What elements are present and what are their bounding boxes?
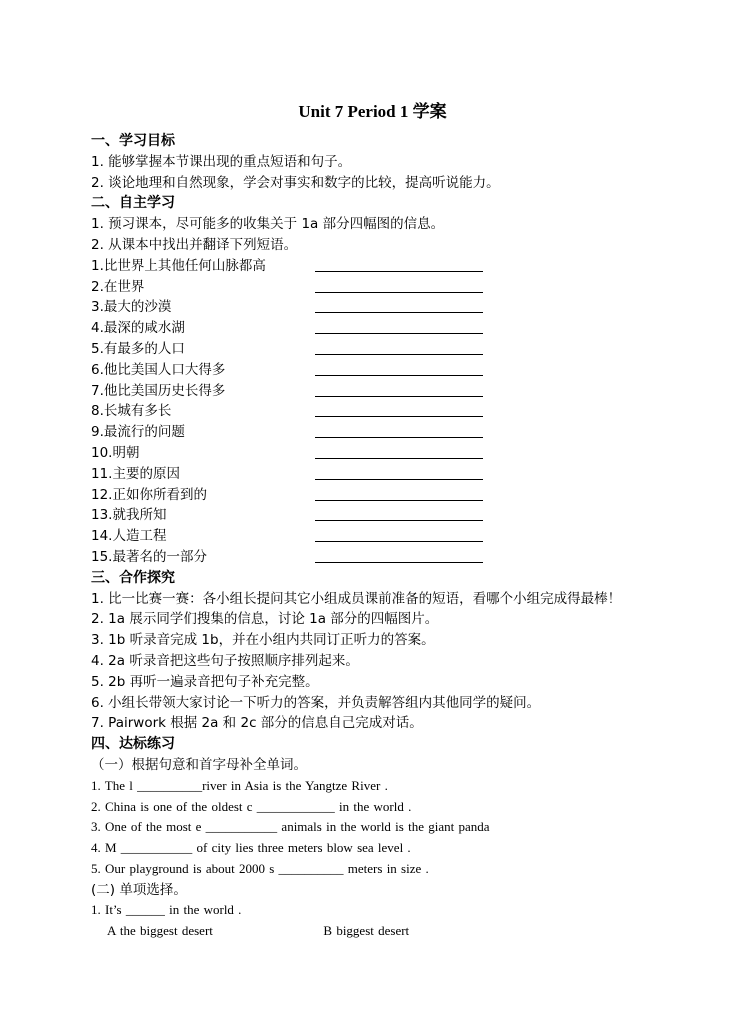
cooperation-item-5: 5. 2b 再听一遍录音把句子补充完整。	[91, 673, 319, 690]
phrase-label: 2.在世界	[91, 278, 145, 295]
phrase-row-8	[91, 401, 691, 422]
phrase-label: 13.就我所知	[91, 507, 167, 524]
phrase-label: 10.明朝	[91, 444, 140, 461]
phrase-row-11	[91, 464, 691, 485]
phrase-row-3	[91, 297, 691, 318]
phrase-label: 1.比世界上其他任何山脉都高	[91, 257, 266, 274]
cooperation-item-4: 4. 2a 听录音把这些句子按照顺序排列起来。	[91, 652, 359, 669]
phrase-row-6	[91, 360, 691, 381]
practice-part2-heading: (二) 单项选择。	[91, 881, 187, 898]
fill-word-item-1: 1. The l __________river in Asia is the Yangtze River .	[91, 777, 388, 793]
cooperation-item-2: 2. 1a 展示同学们搜集的信息，讨论 1a 部分的四幅图片。	[91, 611, 439, 628]
phrase-label: 7.他比美国历史长得多	[91, 382, 226, 399]
answer-blank	[315, 458, 483, 459]
answer-blank	[315, 271, 483, 272]
choice-options-1: A the biggest desert B biggest desert	[107, 923, 410, 939]
phrase-label: 6.他比美国人口大得多	[91, 361, 226, 378]
phrase-label: 14.人造工程	[91, 528, 167, 545]
phrase-row-2	[91, 277, 691, 298]
goal-item-1: 1. 能够掌握本节课出现的重点短语和句子。	[91, 153, 352, 170]
goal-item-2: 2. 谈论地理和自然现象，学会对事实和数字的比较，提高听说能力。	[91, 174, 500, 191]
phrase-label: 8.长城有多长	[91, 403, 172, 420]
section-heading-practice: 四、达标练习	[91, 736, 175, 753]
answer-blank	[315, 292, 483, 293]
answer-blank	[315, 562, 483, 563]
fill-word-item-2: 2. China is one of the oldest c ____________ in the world .	[91, 798, 412, 814]
cooperation-item-1: 1. 比一比赛一赛：各小组长提问其它小组成员课前准备的短语，看哪个小组完成得最棒！	[91, 590, 622, 607]
answer-blank	[315, 520, 483, 521]
self-study-item-1: 1. 预习课本，尽可能多的收集关于 1a 部分四幅图的信息。	[91, 216, 445, 233]
practice-part1-heading: （一）根据句意和首字母补全单词。	[91, 756, 307, 773]
answer-blank	[315, 333, 483, 334]
answer-blank	[315, 500, 483, 501]
answer-blank	[315, 354, 483, 355]
phrase-row-9	[91, 422, 691, 443]
worksheet-body	[91, 131, 691, 942]
phrase-row-5	[91, 339, 691, 360]
section-heading-goals: 一、学习目标	[91, 133, 175, 149]
phrase-row-14	[91, 526, 691, 547]
answer-blank	[315, 312, 483, 313]
cooperation-item-7: 7. Pairwork 根据 2a 和 2c 部分的信息自己完成对话。	[91, 715, 423, 732]
phrase-row-10	[91, 443, 691, 464]
phrase-row-12	[91, 485, 691, 506]
cooperation-item-6: 6. 小组长带领大家讨论一下听力的答案，并负责解答组内其他同学的疑问。	[91, 694, 541, 711]
choice-question-1: 1. It’s ______ in the world .	[91, 902, 242, 918]
answer-blank	[315, 396, 483, 397]
phrase-label: 5.有最多的人口	[91, 340, 185, 357]
section-heading-cooperation: 三、合作探究	[91, 569, 175, 586]
phrase-label: 15.最著名的一部分	[91, 548, 207, 565]
phrase-label: 3.最大的沙漠	[91, 299, 172, 316]
phrase-label: 9.最流行的问题	[91, 424, 185, 441]
page-title: Unit 7 Period 1 学案	[298, 102, 447, 121]
phrase-row-7	[91, 381, 691, 402]
answer-blank	[315, 416, 483, 417]
answer-blank	[315, 375, 483, 376]
answer-blank	[315, 479, 483, 480]
phrase-row-15	[91, 547, 691, 568]
answer-blank	[315, 437, 483, 438]
answer-blank	[315, 541, 483, 542]
phrase-label: 12.正如你所看到的	[91, 486, 207, 503]
fill-word-item-3: 3. One of the most e ___________ animals in the world is the giant panda	[91, 819, 490, 835]
phrase-row-13	[91, 505, 691, 526]
phrase-row-4	[91, 318, 691, 339]
fill-word-item-4: 4. M ___________ of city lies three meters blow sea level .	[91, 840, 411, 856]
self-study-item-2: 2. 从课本中找出并翻译下列短语。	[91, 236, 298, 253]
phrase-label: 11.主要的原因	[91, 465, 180, 482]
fill-word-item-5: 5. Our playground is about 2000 s __________ meters in size .	[91, 860, 429, 876]
phrase-label: 4.最深的咸水湖	[91, 320, 185, 337]
cooperation-item-3: 3. 1b 听录音完成 1b，并在小组内共同订正听力的答案。	[91, 632, 435, 649]
phrase-row-1	[91, 256, 691, 277]
section-heading-self-study: 二、自主学习	[91, 195, 175, 212]
